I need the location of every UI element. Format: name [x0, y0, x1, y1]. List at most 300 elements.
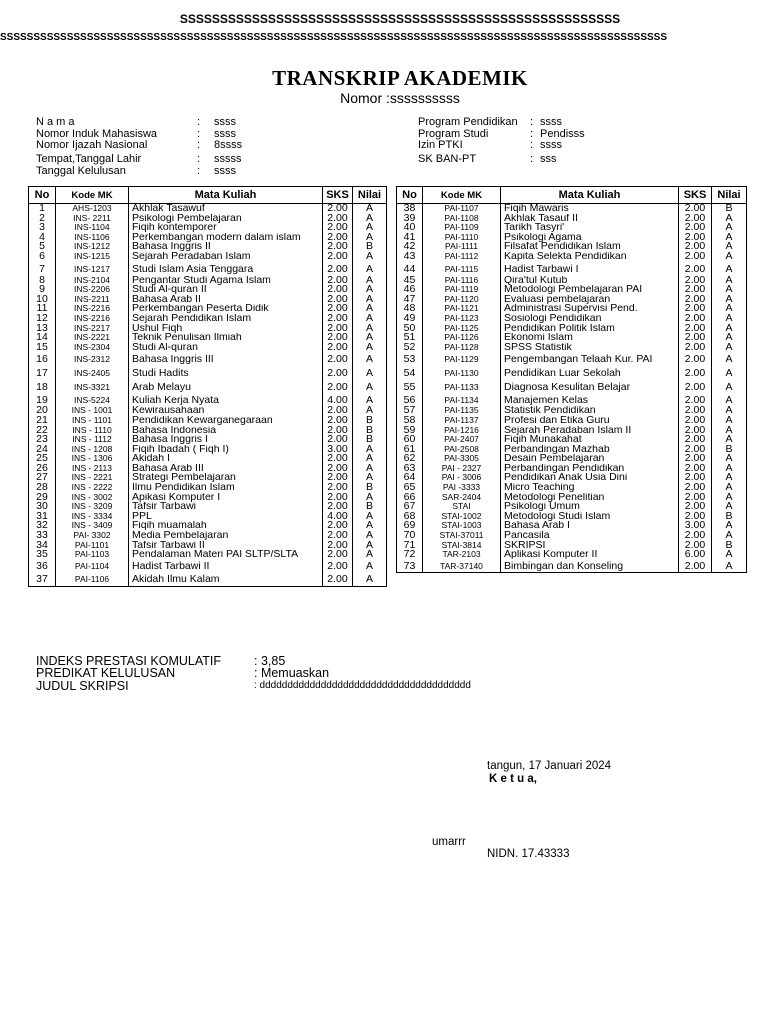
info-program-label: Program Pendidikan	[418, 116, 518, 128]
col-header-matkul: Mata Kuliah	[501, 187, 679, 204]
row-matkul: Bahasa Inggris III	[129, 352, 323, 366]
row-matkul: SPSS Statistik	[501, 343, 679, 353]
row-nilai: A	[353, 464, 387, 474]
row-kode: PAI-1116	[423, 276, 501, 286]
row-nilai: A	[353, 521, 387, 531]
row-nilai: A	[712, 550, 747, 560]
table-row	[29, 304, 387, 314]
row-matkul: Strategi Pembelajaran	[129, 473, 323, 483]
row-matkul: Bahasa Inggris I	[129, 435, 323, 445]
row-no: 2	[29, 214, 56, 224]
row-nilai: A	[353, 366, 387, 380]
row-nilai: A	[712, 295, 747, 305]
row-matkul: Metodologi Penelitian	[501, 493, 679, 503]
row-no: 7	[29, 262, 56, 276]
row-nilai: A	[353, 541, 387, 551]
row-sks: 2.00	[323, 252, 353, 262]
row-sks: 2.00	[323, 483, 353, 493]
row-sks: 2.00	[323, 435, 353, 445]
table-row	[397, 262, 747, 276]
row-matkul: Apikasi Komputer I	[129, 493, 323, 503]
table-row	[29, 550, 387, 560]
row-matkul: Statistik Pendidikan	[501, 406, 679, 416]
row-kode: PAI-1104	[56, 560, 129, 572]
row-kode: INS-2216	[56, 304, 129, 314]
row-matkul: Fiqih muamalah	[129, 521, 323, 531]
row-matkul: Desain Pembelajaran	[501, 454, 679, 464]
row-no: 18	[29, 380, 56, 394]
col-header-sks: SKS	[679, 187, 712, 204]
ipk-value: : 3,85	[254, 654, 286, 668]
row-nilai: A	[353, 454, 387, 464]
row-matkul: Hadist Tarbawi II	[129, 560, 323, 572]
row-sks: 2.00	[323, 531, 353, 541]
row-nilai: A	[712, 276, 747, 286]
row-nilai: A	[712, 473, 747, 483]
table-row	[29, 493, 387, 503]
row-sks: 2.00	[679, 204, 712, 214]
row-sks: 2.00	[679, 512, 712, 522]
row-no: 65	[397, 483, 423, 493]
table-row	[29, 252, 387, 262]
info-ttl-value: sssss	[214, 153, 242, 165]
row-matkul: Akhlak Tasawuf	[129, 204, 323, 214]
row-sks: 2.00	[323, 426, 353, 436]
table-row	[29, 541, 387, 551]
row-sks: 2.00	[323, 406, 353, 416]
row-sks: 2.00	[323, 295, 353, 305]
table-row	[29, 394, 387, 406]
row-matkul: Media Pembelajaran	[129, 531, 323, 541]
row-kode: INS-2217	[56, 324, 129, 334]
info-izin-value: ssss	[540, 139, 562, 151]
row-matkul: Pendidikan Anak Usia Dini	[501, 473, 679, 483]
row-no: 6	[29, 252, 56, 262]
document-title: TRANSKRIP AKADEMIK	[272, 66, 528, 90]
row-kode: INS-2216	[56, 314, 129, 324]
row-kode: INS - 1001	[56, 406, 129, 416]
row-matkul: Fiqih Mawaris	[501, 204, 679, 214]
row-no: 66	[397, 493, 423, 503]
row-no: 58	[397, 416, 423, 426]
table-row	[397, 394, 747, 406]
row-sks: 2.00	[679, 343, 712, 353]
row-sks: 2.00	[323, 493, 353, 503]
row-kode: INS-3321	[56, 380, 129, 394]
table-row	[29, 512, 387, 522]
table-row	[29, 366, 387, 380]
row-no: 33	[29, 531, 56, 541]
row-sks: 2.00	[679, 285, 712, 295]
row-no: 63	[397, 464, 423, 474]
row-nilai: A	[353, 223, 387, 233]
row-nilai: A	[712, 380, 747, 394]
row-kode: INS-2221	[56, 333, 129, 343]
row-kode: AHS-1203	[56, 204, 129, 214]
row-no: 62	[397, 454, 423, 464]
row-nilai: A	[353, 295, 387, 305]
row-no: 49	[397, 314, 423, 324]
row-matkul: Perkembangan Peserta Didik	[129, 304, 323, 314]
row-no: 25	[29, 454, 56, 464]
row-kode: PAI-1130	[423, 366, 501, 380]
row-no: 23	[29, 435, 56, 445]
table-row	[29, 454, 387, 464]
info-prodi-label: Program Studi	[418, 128, 489, 140]
row-matkul: Studi Hadits	[129, 366, 323, 380]
table-row	[29, 464, 387, 474]
info-program-value: ssss	[540, 116, 562, 128]
row-sks: 2.00	[679, 445, 712, 455]
row-no: 14	[29, 333, 56, 343]
row-nilai: A	[712, 223, 747, 233]
row-no: 44	[397, 262, 423, 276]
row-no: 28	[29, 483, 56, 493]
row-matkul: Ushul Fiqh	[129, 324, 323, 334]
row-nilai: A	[353, 352, 387, 366]
row-no: 54	[397, 366, 423, 380]
row-kode: PAI-1129	[423, 352, 501, 366]
row-nilai: A	[353, 406, 387, 416]
table-row	[29, 343, 387, 353]
table-row	[397, 223, 747, 233]
table-row	[397, 204, 747, 214]
row-sks: 2.00	[679, 252, 712, 262]
row-sks: 2.00	[323, 416, 353, 426]
row-sks: 2.00	[323, 473, 353, 483]
table-row	[397, 445, 747, 455]
table-row	[29, 416, 387, 426]
institution-header-line2: SSSSSSSSSSSSSSSSSSSSSSSSSSSSSSSSSSSSSSSSSSSSSSSSSSSSSSSSSSSSSSSSSSSSSSSSSSSSSSSSSSSSSSSSSSSSSSSSSSSS	[0, 32, 667, 43]
row-matkul: Perkembangan modern dalam islam	[129, 233, 323, 243]
row-kode: INS-2405	[56, 366, 129, 380]
info-nim-label: Nomor Induk Mahasiswa	[36, 128, 158, 140]
table-row	[29, 295, 387, 305]
row-nilai: A	[353, 324, 387, 334]
row-sks: 2.00	[679, 493, 712, 503]
row-no: 61	[397, 445, 423, 455]
row-no: 56	[397, 394, 423, 406]
row-matkul: Fiqih Munakahat	[501, 435, 679, 445]
row-sks: 2.00	[323, 380, 353, 394]
table-row	[397, 473, 747, 483]
row-kode: INS - 1306	[56, 454, 129, 464]
row-kode: PAI-1121	[423, 304, 501, 314]
row-sks: 2.00	[323, 304, 353, 314]
row-nilai: A	[712, 502, 747, 512]
table-row	[397, 521, 747, 531]
row-matkul: Fiqih Ibadah ( Fiqh I)	[129, 445, 323, 455]
row-nilai: B	[353, 502, 387, 512]
info-graduation-label: Tanggal Kelulusan	[36, 165, 126, 177]
row-kode: PAI-1125	[423, 324, 501, 334]
row-matkul: Psikologi Pembelajaran	[129, 214, 323, 224]
table-row	[397, 454, 747, 464]
row-kode: PAI-1101	[56, 541, 129, 551]
row-matkul: Akidah I	[129, 454, 323, 464]
row-sks: 2.00	[323, 276, 353, 286]
row-nilai: A	[712, 493, 747, 503]
table-row	[29, 483, 387, 493]
row-no: 11	[29, 304, 56, 314]
signature-place-date: tangun, 17 Januari 2024	[487, 760, 612, 772]
row-sks: 2.00	[679, 406, 712, 416]
row-sks: 2.00	[323, 233, 353, 243]
col-header-kode: Kode MK	[56, 187, 129, 204]
row-sks: 2.00	[679, 531, 712, 541]
row-no: 20	[29, 406, 56, 416]
row-sks: 2.00	[323, 223, 353, 233]
row-matkul: Psikologi Agama	[501, 233, 679, 243]
table-row	[397, 560, 747, 573]
info-colon: :	[530, 116, 534, 128]
row-nilai: A	[353, 314, 387, 324]
row-no: 68	[397, 512, 423, 522]
row-matkul: Perbandingan Pendidikan	[501, 464, 679, 474]
col-header-nilai: Nilai	[712, 187, 747, 204]
row-matkul: Pendidikan Kewarganegaraan	[129, 416, 323, 426]
row-kode: INS - 3002	[56, 493, 129, 503]
table-row	[397, 242, 747, 252]
row-kode: INS - 3209	[56, 502, 129, 512]
row-nilai: A	[353, 473, 387, 483]
table-row	[29, 285, 387, 295]
row-kode: PAI-1109	[423, 223, 501, 233]
row-no: 43	[397, 252, 423, 262]
row-sks: 2.00	[679, 541, 712, 551]
info-name-value: ssss	[214, 116, 236, 128]
row-nilai: B	[353, 426, 387, 436]
row-sks: 3.00	[323, 445, 353, 455]
row-kode: PAI-1111	[423, 242, 501, 252]
col-header-nilai: Nilai	[353, 187, 387, 204]
row-matkul: Kewirausahaan	[129, 406, 323, 416]
row-kode: INS - 2113	[56, 464, 129, 474]
row-no: 27	[29, 473, 56, 483]
info-nim-value: ssss	[214, 128, 236, 140]
row-no: 1	[29, 204, 56, 214]
row-no: 50	[397, 324, 423, 334]
row-nilai: A	[353, 493, 387, 503]
row-matkul: Sejarah Pendidikan Islam	[129, 314, 323, 324]
row-nilai: A	[712, 416, 747, 426]
info-banpt-label: SK BAN-PT	[418, 153, 477, 165]
row-no: 10	[29, 295, 56, 305]
row-nilai: A	[712, 560, 747, 573]
row-nilai: A	[712, 483, 747, 493]
table-row	[397, 295, 747, 305]
row-sks: 2.00	[679, 223, 712, 233]
table-row	[29, 214, 387, 224]
row-kode: INS-2206	[56, 285, 129, 295]
table-row	[29, 314, 387, 324]
row-kode: INS - 3409	[56, 521, 129, 531]
table-row	[397, 252, 747, 262]
row-matkul: Bimbingan dan Konseling	[501, 560, 679, 573]
row-kode: STAI-1003	[423, 521, 501, 531]
row-no: 48	[397, 304, 423, 314]
row-nilai: A	[712, 314, 747, 324]
row-kode: PAI-1103	[56, 550, 129, 560]
row-no: 45	[397, 276, 423, 286]
row-nilai: B	[712, 541, 747, 551]
row-sks: 2.00	[323, 352, 353, 366]
info-colon: :	[530, 139, 534, 151]
row-matkul: Manajemen Kelas	[501, 394, 679, 406]
row-matkul: Sejarah Peradaban Islam II	[501, 426, 679, 436]
row-sks: 2.00	[679, 366, 712, 380]
student-info-left	[36, 116, 396, 180]
row-matkul: Fiqih kontemporer	[129, 223, 323, 233]
table-row	[29, 531, 387, 541]
row-no: 9	[29, 285, 56, 295]
row-no: 57	[397, 406, 423, 416]
table-row	[29, 473, 387, 483]
table-row	[29, 502, 387, 512]
row-no: 51	[397, 333, 423, 343]
row-matkul: Pendidikan Politik Islam	[501, 324, 679, 334]
info-graduation-value: ssss	[214, 165, 236, 177]
row-matkul: Pendalaman Materi PAI SLTP/SLTA	[129, 550, 323, 560]
row-sks: 2.00	[323, 262, 353, 276]
table-row	[397, 416, 747, 426]
col-header-no: No	[29, 187, 56, 204]
row-sks: 2.00	[679, 454, 712, 464]
row-no: 71	[397, 541, 423, 551]
row-kode: PAI - 3006	[423, 473, 501, 483]
row-matkul: Pancasila	[501, 531, 679, 541]
row-matkul: Tafsir Tarbawi II	[129, 541, 323, 551]
col-header-sks: SKS	[323, 187, 353, 204]
row-kode: INS-2211	[56, 295, 129, 305]
row-matkul: Micro Teaching	[501, 483, 679, 493]
table-row	[29, 435, 387, 445]
row-sks: 2.00	[679, 304, 712, 314]
table-row	[397, 435, 747, 445]
row-nilai: A	[353, 285, 387, 295]
col-header-matkul: Mata Kuliah	[129, 187, 323, 204]
row-kode: PAI - 2327	[423, 464, 501, 474]
info-colon: :	[197, 139, 201, 151]
row-nilai: A	[712, 435, 747, 445]
row-no: 67	[397, 502, 423, 512]
row-nilai: A	[353, 380, 387, 394]
row-matkul: Arab Melayu	[129, 380, 323, 394]
row-sks: 2.00	[323, 366, 353, 380]
row-nilai: B	[712, 512, 747, 522]
row-sks: 2.00	[679, 502, 712, 512]
row-kode: PAI-1115	[423, 262, 501, 276]
table-row	[29, 324, 387, 334]
table-row	[397, 276, 747, 286]
row-nilai: B	[353, 435, 387, 445]
row-nilai: A	[353, 550, 387, 560]
row-matkul: Tarikh Tasyri'	[501, 223, 679, 233]
table-row	[29, 445, 387, 455]
table-row	[29, 521, 387, 531]
table-row	[397, 343, 747, 353]
row-nilai: A	[353, 531, 387, 541]
predikat-value: : Memuaskan	[254, 666, 330, 680]
row-no: 64	[397, 473, 423, 483]
row-kode: INS-1217	[56, 262, 129, 276]
row-kode: STAI	[423, 502, 501, 512]
row-sks: 2.00	[679, 242, 712, 252]
row-sks: 2.00	[323, 242, 353, 252]
row-matkul: Kapita Selekta Pendidikan	[501, 252, 679, 262]
table-row	[397, 324, 747, 334]
row-nilai: A	[353, 252, 387, 262]
row-sks: 2.00	[323, 454, 353, 464]
row-sks: 2.00	[323, 550, 353, 560]
row-matkul: Sosiologi Pendidikan	[501, 314, 679, 324]
row-no: 5	[29, 242, 56, 252]
table-row	[397, 352, 747, 366]
row-kode: INS - 1112	[56, 435, 129, 445]
row-nilai: A	[353, 560, 387, 572]
row-kode: TAR-2103	[423, 550, 501, 560]
row-matkul: Bahasa Inggris II	[129, 242, 323, 252]
table-row	[29, 560, 387, 572]
row-kode: INS - 2222	[56, 483, 129, 493]
table-row	[29, 426, 387, 436]
summary-block	[36, 654, 556, 696]
row-matkul: Profesi dan Etika Guru	[501, 416, 679, 426]
row-sks: 2.00	[323, 324, 353, 334]
row-nilai: A	[353, 276, 387, 286]
row-no: 53	[397, 352, 423, 366]
row-nilai: B	[353, 242, 387, 252]
signature-role: K e t u a,	[489, 773, 537, 785]
row-matkul: Sejarah Peradaban Islam	[129, 252, 323, 262]
row-kode: PAI-1123	[423, 314, 501, 324]
row-kode: INS-5224	[56, 394, 129, 406]
row-nilai: A	[353, 572, 387, 587]
row-kode: INS - 1208	[56, 445, 129, 455]
row-kode: PAI-1135	[423, 406, 501, 416]
info-izin-label: Izin PTKI	[418, 139, 463, 151]
row-nilai: B	[353, 483, 387, 493]
row-nilai: A	[712, 242, 747, 252]
student-info-right	[418, 116, 718, 170]
transcript-table-right	[396, 186, 747, 573]
row-kode: PAI-1112	[423, 252, 501, 262]
row-nilai: A	[353, 394, 387, 406]
table-row	[397, 493, 747, 503]
row-nilai: A	[712, 252, 747, 262]
table-row	[397, 550, 747, 560]
row-nilai: A	[353, 262, 387, 276]
row-no: 12	[29, 314, 56, 324]
row-no: 36	[29, 560, 56, 572]
row-no: 31	[29, 512, 56, 522]
row-no: 15	[29, 343, 56, 353]
row-matkul: Pengembangan Telaah Kur. PAI	[501, 352, 679, 366]
row-sks: 2.00	[679, 380, 712, 394]
row-kode: PAI-1134	[423, 394, 501, 406]
row-no: 47	[397, 295, 423, 305]
row-sks: 2.00	[679, 394, 712, 406]
row-no: 30	[29, 502, 56, 512]
row-matkul: Akidah Ilmu Kalam	[129, 572, 323, 587]
row-matkul: Ilmu Pendidikan Islam	[129, 483, 323, 493]
table-row	[397, 483, 747, 493]
row-nilai: A	[712, 214, 747, 224]
row-matkul: Ekonomi Islam	[501, 333, 679, 343]
row-sks: 2.00	[323, 464, 353, 474]
row-matkul: Evaluasi pembelajaran	[501, 295, 679, 305]
row-nilai: A	[712, 324, 747, 334]
